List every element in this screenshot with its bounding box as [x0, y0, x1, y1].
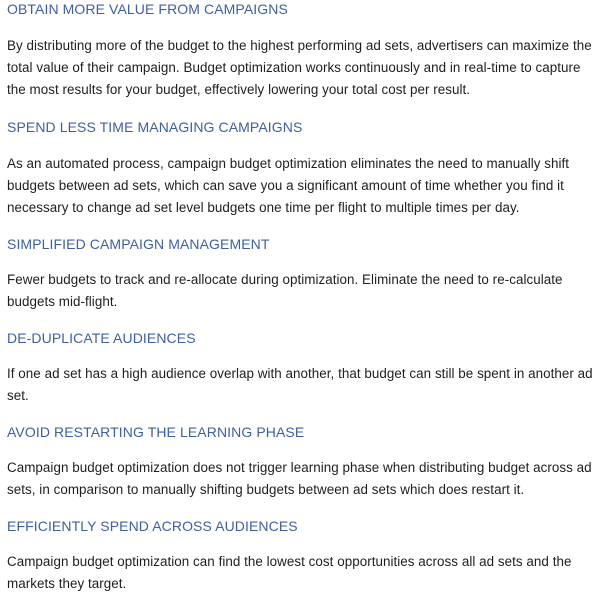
section-heading: AVOID RESTARTING THE LEARNING PHASE: [7, 424, 305, 440]
section-body: By distributing more of the budget to the highest performing ad sets, advertisers can maximize the total value of their campaign. Budget optimization works continuously and in real-time to capture the most results for your budget, effectively lowering your total cost per result.: [7, 38, 592, 97]
section-efficiently-spend: [7, 517, 609, 595]
section-heading: OBTAIN MORE VALUE FROM CAMPAIGNS: [7, 1, 288, 17]
section-body: Campaign budget optimization does not trigger learning phase when distributing budget across ad sets, in comparison to manually shifting budgets between ad sets which does restart it.: [7, 460, 592, 497]
section-simplified-management: [7, 235, 609, 313]
section-heading: DE-DUPLICATE AUDIENCES: [7, 330, 196, 346]
section-body: Fewer budgets to track and re-allocate during optimization. Eliminate the need to re-calculate budgets mid-flight.: [7, 272, 563, 309]
section-body: As an automated process, campaign budget optimization eliminates the need to manually shift budgets between ad sets, which can save you a significant amount of time whether you find it necessary to change ad set level budgets one time per flight to multiple times per day.: [7, 156, 570, 215]
section-body: If one ad set has a high audience overlap with another, that budget can still be spent in another ad set.: [7, 366, 593, 403]
section-heading: SIMPLIFIED CAMPAIGN MANAGEMENT: [7, 236, 270, 252]
section-deduplicate-audiences: [7, 329, 609, 407]
section-heading: SPEND LESS TIME MANAGING CAMPAIGNS: [7, 119, 303, 135]
section-body: Campaign budget optimization can find the lowest cost opportunities across all ad sets and the markets they target.: [7, 554, 572, 591]
section-spend-less-time: [7, 118, 609, 219]
section-avoid-restarting-learning: [7, 423, 609, 501]
section-obtain-more-value: [7, 0, 609, 101]
section-heading: EFFICIENTLY SPEND ACROSS AUDIENCES: [7, 518, 298, 534]
